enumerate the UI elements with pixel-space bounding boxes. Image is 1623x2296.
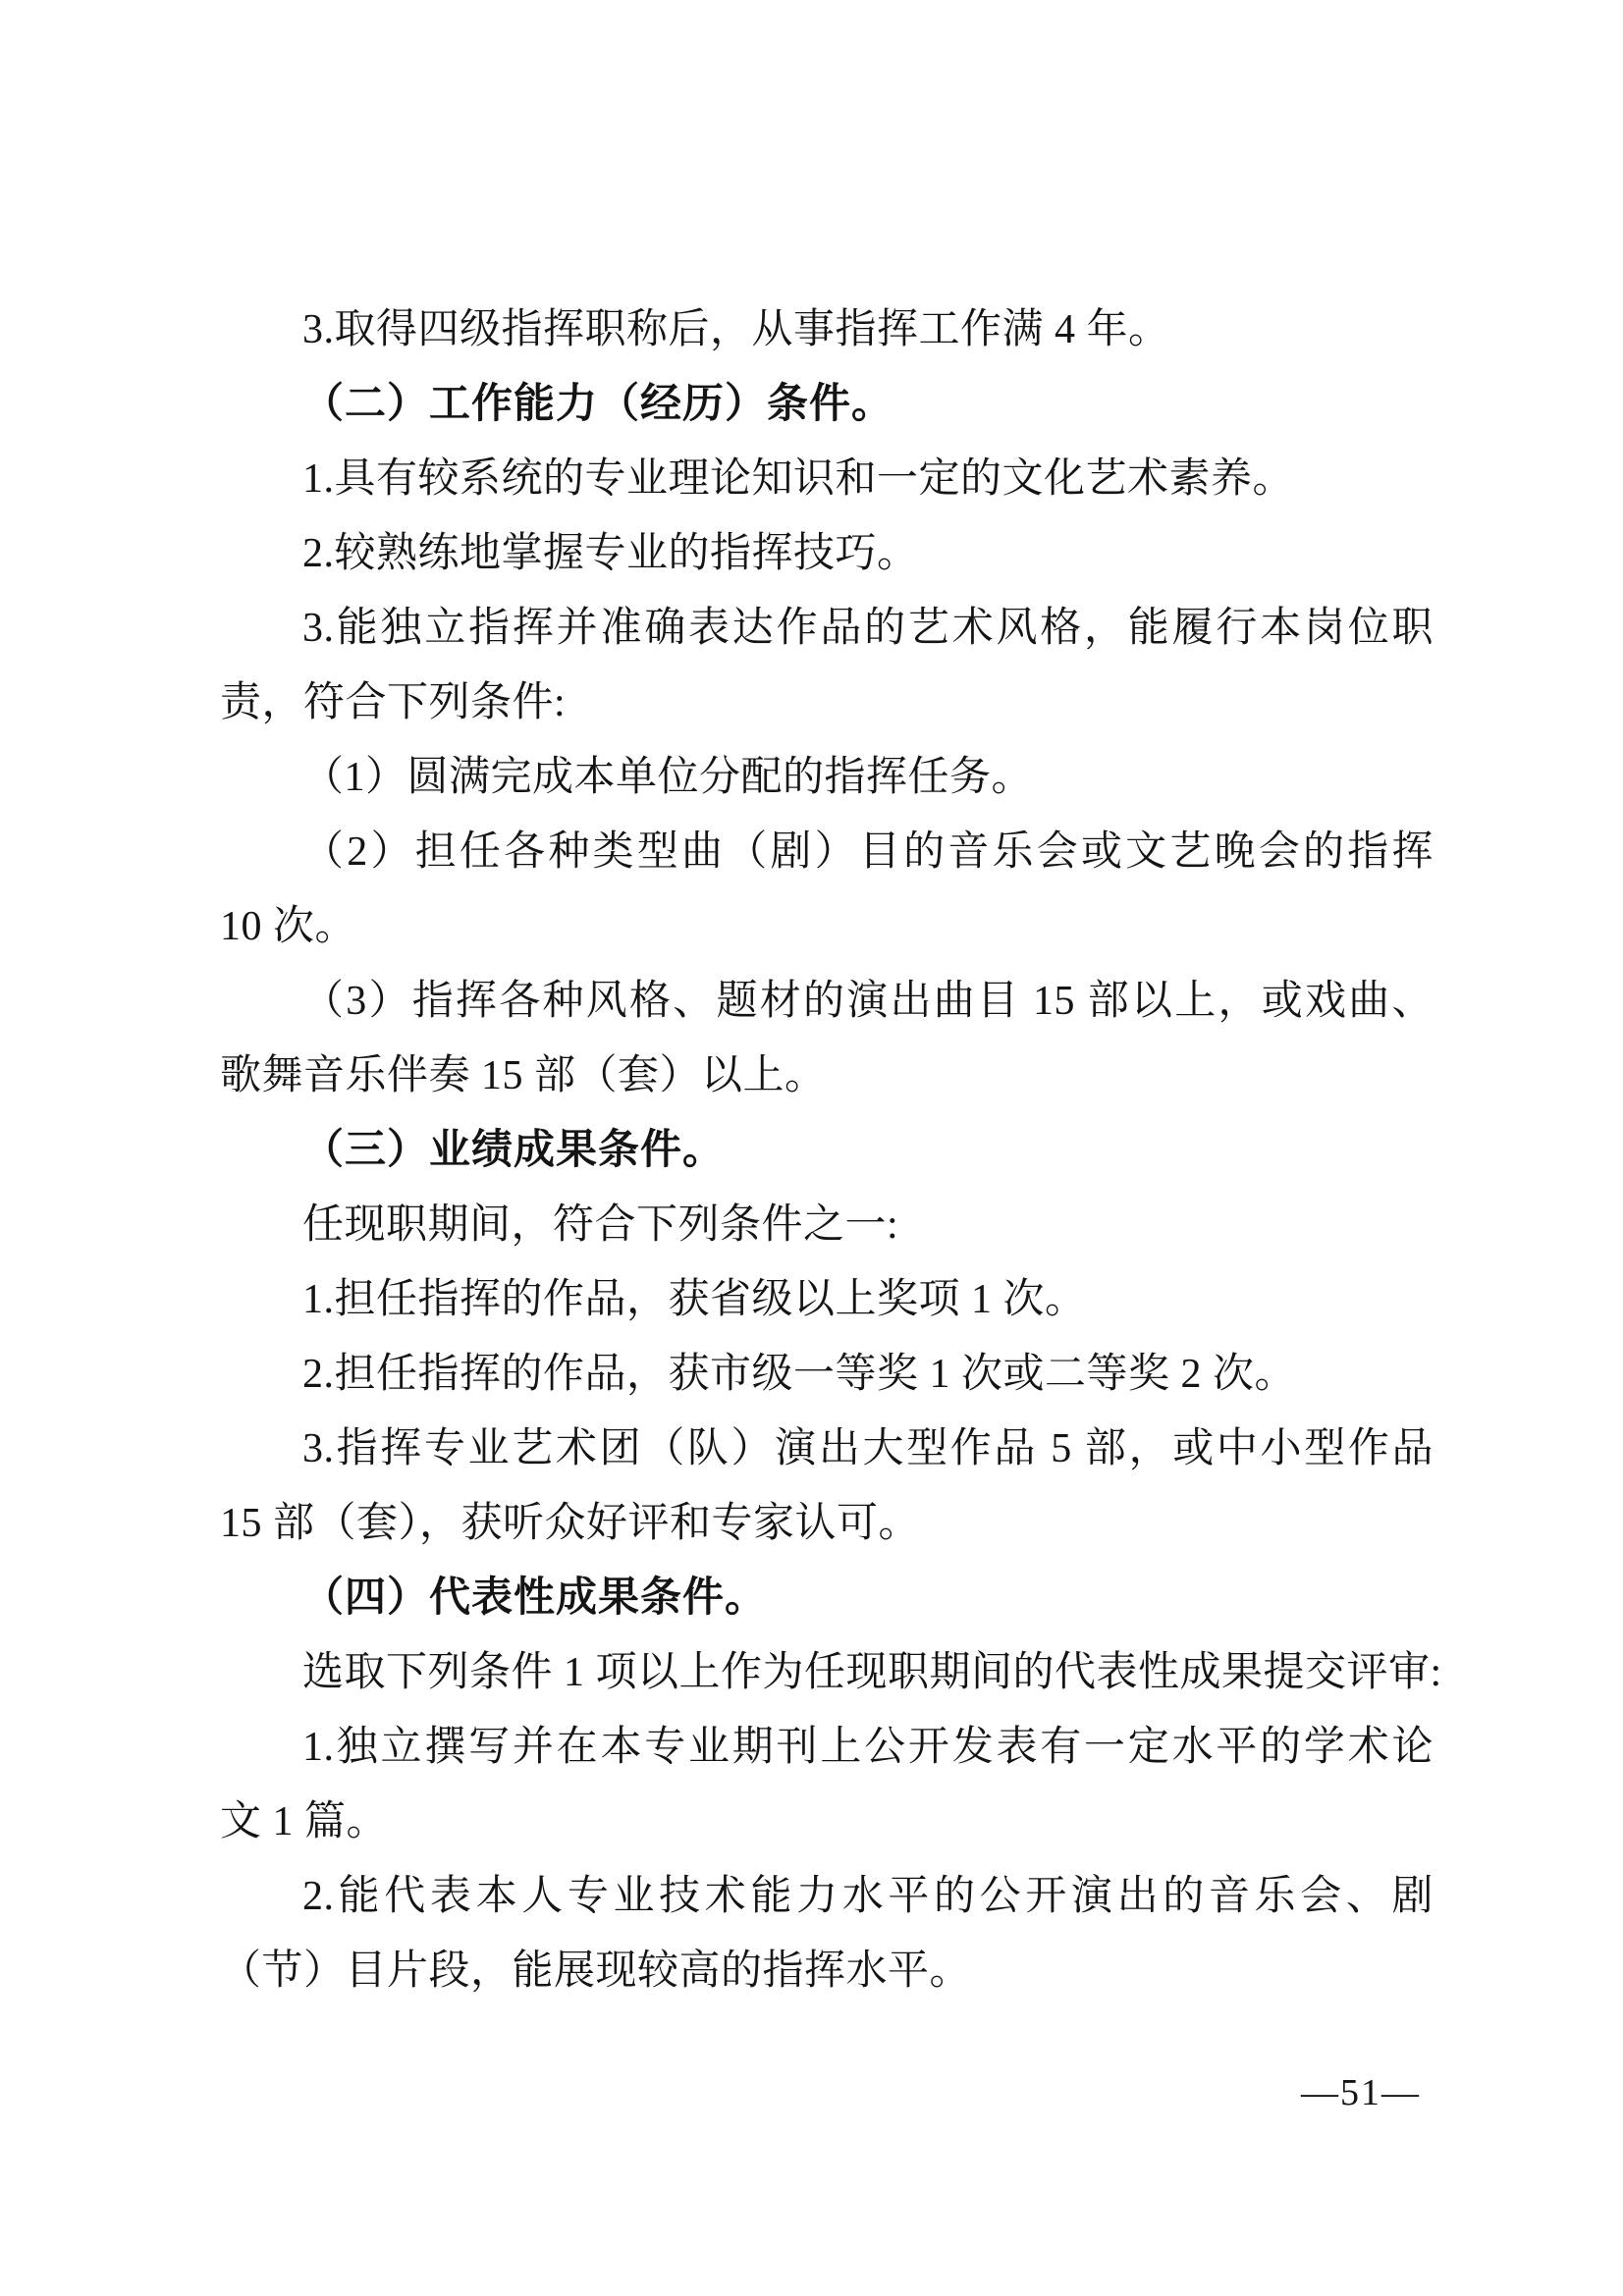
text-line: 责，符合下列条件: [220, 680, 567, 725]
section-heading: （三）业绩成果条件。 [302, 1128, 726, 1173]
text-line: （3）指挥各种风格、题材的演出曲目 15 部以上，或戏曲、 [302, 979, 1434, 1024]
text-line: 文 1 篇。 [220, 1799, 389, 1844]
text-line: （2）担任各种类型曲（剧）目的音乐会或文艺晚会的指挥 [302, 829, 1434, 875]
section-heading: （二）工作能力（经历）条件。 [302, 382, 894, 427]
text-line: 3.指挥专业艺术团（队）演出大型作品 5 部，或中小型作品 [302, 1426, 1434, 1471]
text-line: 1.具有较系统的专业理论知识和一定的文化艺术素养。 [302, 456, 1295, 502]
text-line: 2.担任指挥的作品，获市级一等奖 1 次或二等奖 2 次。 [302, 1352, 1297, 1397]
text-line: 1.独立撰写并在本专业期刊上公开发表有一定水平的学术论 [302, 1725, 1434, 1770]
text-line: 歌舞音乐伴奏 15 部（套）以上。 [220, 1053, 827, 1098]
text-line: （节）目片段，能展现较高的指挥水平。 [220, 1949, 972, 1994]
text-line: 2.能代表本人专业技术能力水平的公开演出的音乐会、剧 [302, 1874, 1434, 1919]
text-line: 1.担任指挥的作品，获省级以上奖项 1 次。 [302, 1277, 1087, 1322]
text-line: 2.较熟练地掌握专业的指挥技巧。 [302, 531, 919, 576]
text-line: 任现职期间，符合下列条件之一: [302, 1202, 899, 1248]
section-heading: （四）代表性成果条件。 [302, 1575, 768, 1621]
text-line: 15 部（套），获听众好评和专家认可。 [220, 1501, 921, 1546]
text-line: 10 次。 [220, 904, 357, 949]
text-line: 选取下列条件 1 项以上作为任现职期间的代表性成果提交评审: [302, 1650, 1442, 1695]
text-line: 3.能独立指挥并准确表达作品的艺术风格，能履行本岗位职 [302, 606, 1434, 651]
page-number: —51— [1301, 2072, 1421, 2113]
text-line: （1）圆满完成本单位分配的指挥任务。 [302, 755, 1034, 800]
text-line: 3.取得四级指挥职称后，从事指挥工作满 4 年。 [302, 307, 1170, 352]
text-block [220, 293, 1442, 2008]
